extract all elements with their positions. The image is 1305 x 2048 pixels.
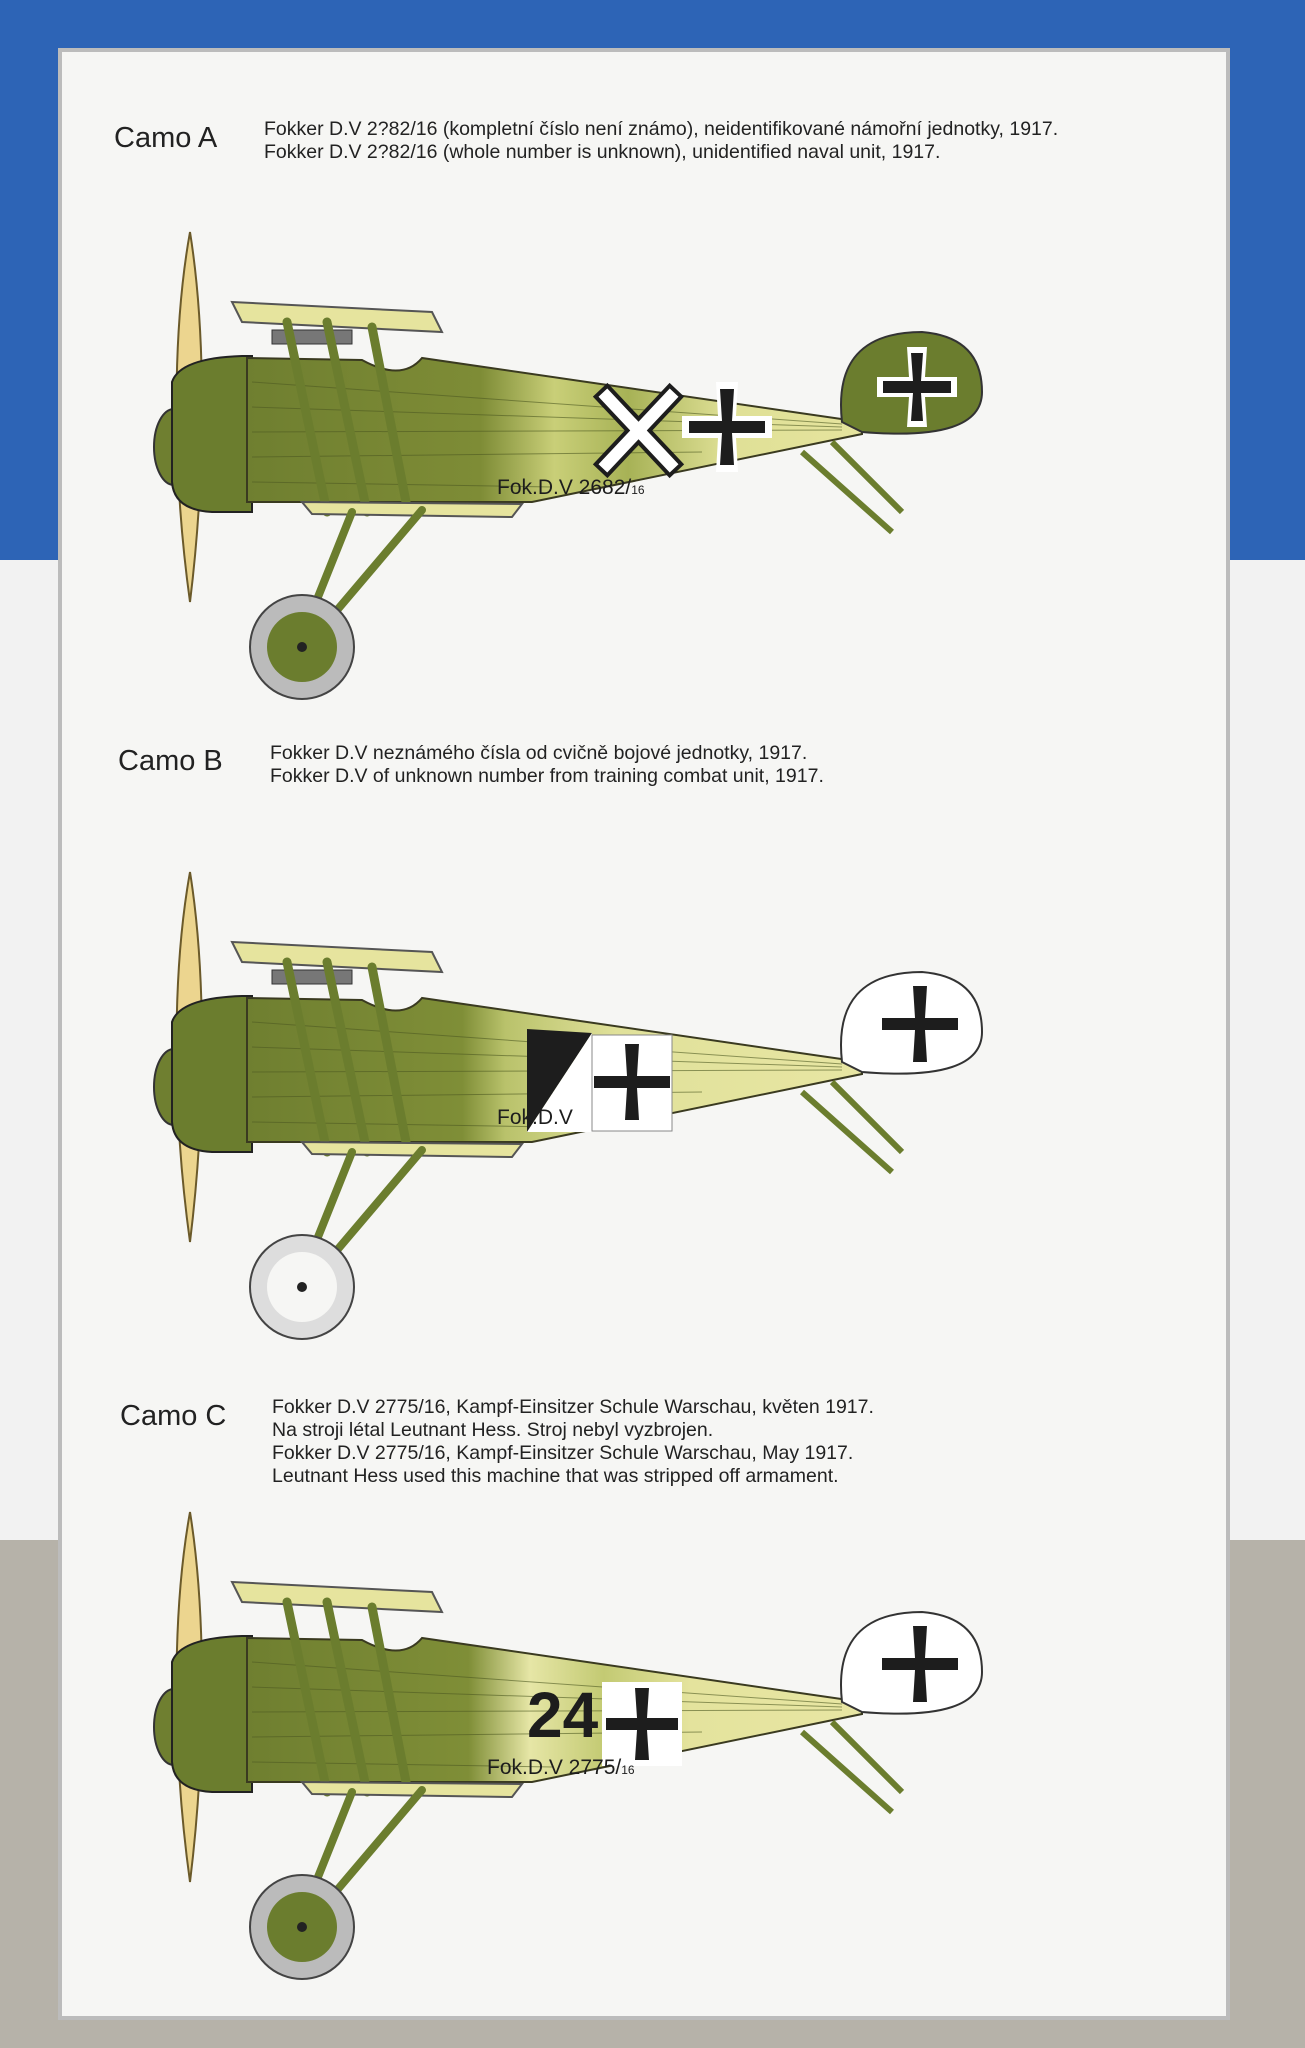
camo-b-description bbox=[270, 742, 824, 788]
serial-number: Fok.D.V bbox=[497, 1106, 573, 1129]
camo-a-description bbox=[264, 118, 1058, 164]
upper-wing bbox=[232, 1582, 442, 1612]
upper-wing bbox=[232, 942, 442, 972]
serial-number: Fok.D.V 2682/16 bbox=[497, 476, 645, 499]
camo-a-line-en: Fokker D.V 2?82/16 (whole number is unknown), unidentified naval unit, 1917. bbox=[264, 141, 941, 163]
camo-a-title: Camo A bbox=[114, 122, 218, 154]
camo-c-line-4: Leutnant Hess used this machine that was stripped off armament. bbox=[272, 1465, 839, 1487]
lower-wing bbox=[302, 502, 522, 517]
camo-c-line-3: Fokker D.V 2775/16, Kampf-Einsitzer Schule Warschau, May 1917. bbox=[272, 1442, 854, 1464]
camo-b-title: Camo B bbox=[118, 745, 223, 777]
serial-number: Fok.D.V 2775/16 bbox=[487, 1756, 635, 1779]
aircraft-b-profile bbox=[102, 812, 1102, 1292]
upper-wing bbox=[232, 302, 442, 332]
camo-c-line-2: Na stroji létal Leutnant Hess. Stroj nebyl vyzbrojen. bbox=[272, 1419, 714, 1441]
camo-c-line-1: Fokker D.V 2775/16, Kampf-Einsitzer Schule Warschau, květen 1917. bbox=[272, 1396, 874, 1418]
camo-b-line-cz: Fokker D.V neznámého čísla od cvičně bojové jednotky, 1917. bbox=[270, 742, 808, 764]
camo-c-title: Camo C bbox=[120, 1400, 227, 1432]
aircraft-c-profile bbox=[102, 1452, 1102, 1932]
camo-panel bbox=[58, 48, 1230, 2020]
lower-wing bbox=[302, 1142, 522, 1157]
fuselage-number: 24 bbox=[527, 1679, 599, 1751]
lower-wing bbox=[302, 1782, 522, 1797]
camo-b-line-en: Fokker D.V of unknown number from training combat unit, 1917. bbox=[270, 765, 824, 787]
machine-guns bbox=[272, 330, 352, 344]
engine-cowling bbox=[172, 356, 252, 512]
aircraft-a-profile bbox=[102, 172, 1102, 652]
camo-a-line-cz: Fokker D.V 2?82/16 (kompletní číslo není známo), neidentifikované námořní jednotky, 1917. bbox=[264, 118, 1059, 140]
